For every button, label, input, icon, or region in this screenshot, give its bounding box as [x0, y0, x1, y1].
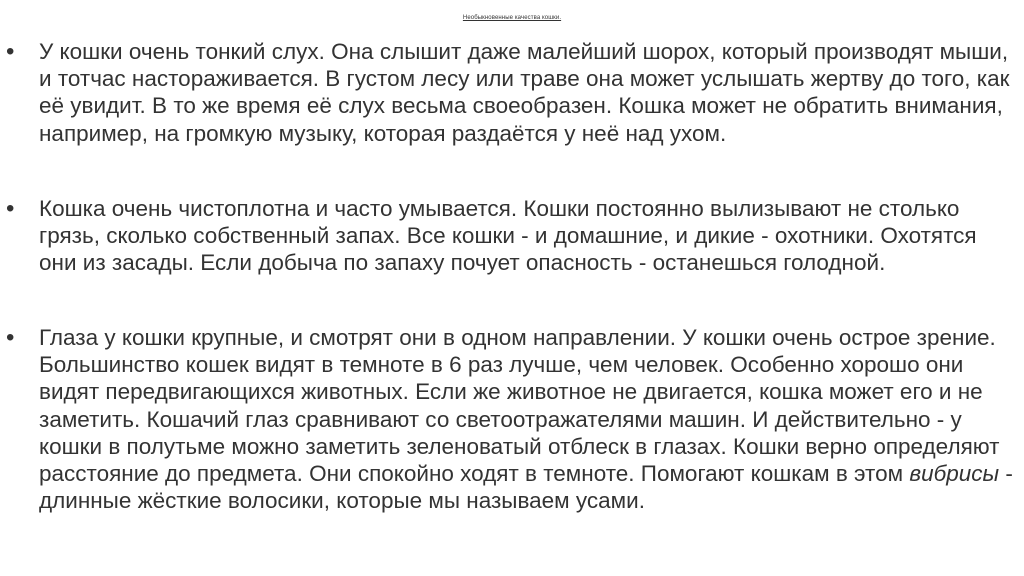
bullet-text-eyes — [39, 324, 1014, 514]
bullet-text-eyes-part2: - длинные жёсткие волосики, которые мы называем усами. — [39, 461, 1013, 514]
bullet-text-eyes-part1: Глаза у кошки крупные, и смотрят они в одном направлении. У кошки очень острое зрение. Большинство кошек видят в темноте в 6 раз лучше, чем человек. Особенно хорошо они видят передвигающихся животных. Если же животное не двигается, кошка может его и не заметить. Кошачий глаз сравнивают со светоотражателями машин. И действительно - у кошки в полутьме можно заметить зеленоватый отблеск в глазах. Кошки верно определяют расстояние до предмета. Они спокойно ходят в темноте. Помогают кошкам в этом — [39, 325, 1000, 487]
bullet-text-eyes-italic: вибрисы — [909, 461, 1000, 487]
bullet-dot-icon: • — [6, 38, 15, 65]
bullet-dot-icon: • — [6, 324, 15, 351]
bullet-text-hearing: У кошки очень тонкий слух. Она слышит даже малейший шорох, который производят мыши, и тотчас настораживается. В густом лесу или траве она может услышать жертву до того, как её увидит. В то же время её слух весьма своеобразен. Кошка может не обратить внимания, например, на громкую музыку, которая раздаётся у неё над ухом. — [39, 39, 1010, 146]
bullet-text-cleanliness: Кошка очень чистоплотна и часто умывается. Кошки постоянно вылизывают не столько грязь, сколько собственный запах. Все кошки - и домашние, и дикие - охотники. Охотятся они из засады. Если добыча по запаху почует опасность - останешься голодной. — [39, 196, 977, 276]
bullet-dot-icon: • — [6, 195, 15, 222]
slide-title: Необыкновенные качества кошки. — [462, 15, 562, 21]
